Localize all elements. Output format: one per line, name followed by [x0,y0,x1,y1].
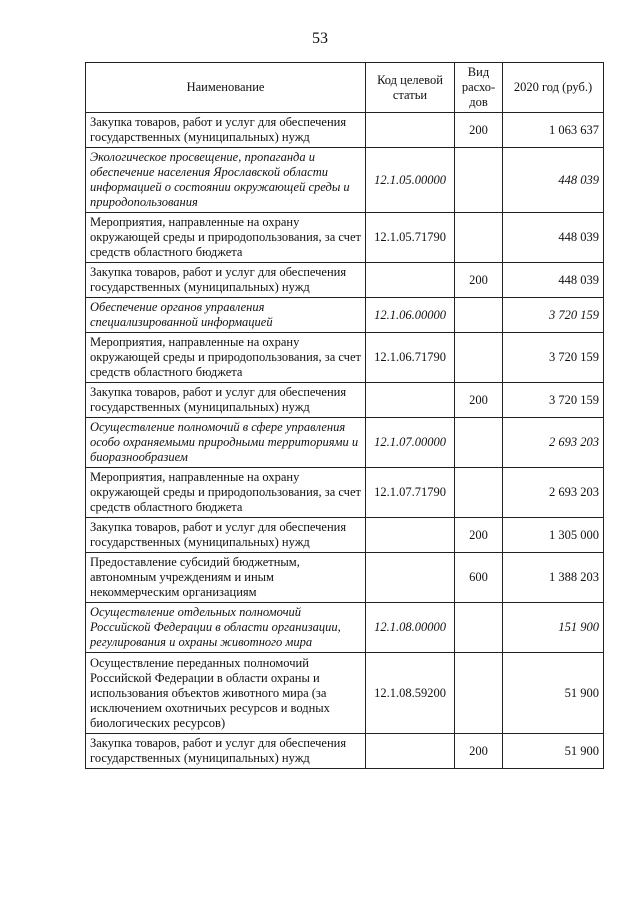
cell-code [366,518,455,553]
cell-amount: 151 900 [503,603,604,653]
cell-kind [455,298,503,333]
table-row [86,418,604,468]
cell-amount: 1 063 637 [503,113,604,148]
budget-table [85,62,604,769]
table-row [86,263,604,298]
cell-name: Закупка товаров, работ и услуг для обеспечения государственных (муниципальных) нужд [86,518,366,553]
header-kind: Вид расхо-дов [455,63,503,113]
cell-code: 12.1.05.00000 [366,148,455,213]
cell-code: 12.1.06.00000 [366,298,455,333]
table-row [86,148,604,213]
table-row [86,734,604,769]
cell-name: Осуществление переданных полномочий Российской Федерации в области охраны и использования объектов животного мира (за исключением охотничьих ресурсов и водных биологических ресурсов) [86,653,366,734]
table-header-row [86,63,604,113]
cell-code [366,734,455,769]
cell-kind [455,333,503,383]
cell-amount: 3 720 159 [503,298,604,333]
cell-code: 12.1.08.00000 [366,603,455,653]
cell-code: 12.1.07.71790 [366,468,455,518]
header-name: Наименование [86,63,366,113]
cell-code [366,263,455,298]
cell-kind [455,148,503,213]
cell-amount: 51 900 [503,653,604,734]
cell-kind [455,418,503,468]
cell-name: Мероприятия, направленные на охрану окружающей среды и природопользования, за счет средств областного бюджета [86,468,366,518]
cell-name: Закупка товаров, работ и услуг для обеспечения государственных (муниципальных) нужд [86,113,366,148]
table-row [86,298,604,333]
table-row [86,113,604,148]
cell-name: Закупка товаров, работ и услуг для обеспечения государственных (муниципальных) нужд [86,263,366,298]
cell-name: Мероприятия, направленные на охрану окружающей среды и природопользования, за счет средств областного бюджета [86,333,366,383]
cell-kind: 200 [455,518,503,553]
cell-code: 12.1.05.71790 [366,213,455,263]
table-row [86,553,604,603]
cell-name: Обеспечение органов управления специализированной информацией [86,298,366,333]
table-row [86,518,604,553]
table-row [86,603,604,653]
cell-amount: 3 720 159 [503,383,604,418]
cell-amount: 2 693 203 [503,468,604,518]
cell-code: 12.1.08.59200 [366,653,455,734]
cell-amount: 1 388 203 [503,553,604,603]
table-row [86,383,604,418]
table-row [86,468,604,518]
cell-code [366,553,455,603]
cell-kind [455,653,503,734]
table-row [86,333,604,383]
cell-kind: 200 [455,263,503,298]
cell-name: Закупка товаров, работ и услуг для обеспечения государственных (муниципальных) нужд [86,383,366,418]
page-number: 53 [312,30,328,47]
cell-kind [455,213,503,263]
table-row [86,213,604,263]
cell-kind: 200 [455,734,503,769]
cell-name: Мероприятия, направленные на охрану окружающей среды и природопользования, за счет средств областного бюджета [86,213,366,263]
cell-amount: 448 039 [503,263,604,298]
cell-amount: 1 305 000 [503,518,604,553]
header-amount: 2020 год (руб.) [503,63,604,113]
cell-amount: 51 900 [503,734,604,769]
cell-amount: 2 693 203 [503,418,604,468]
cell-name: Предоставление субсидий бюджетным, автономным учреждениям и иным некоммерческим организациям [86,553,366,603]
cell-name: Осуществление отдельных полномочий Российской Федерации в области организации, регулирования и охраны животного мира [86,603,366,653]
cell-kind: 200 [455,383,503,418]
cell-code [366,113,455,148]
cell-code [366,383,455,418]
cell-kind: 200 [455,113,503,148]
cell-kind: 600 [455,553,503,603]
cell-kind [455,603,503,653]
table-body [86,113,604,769]
cell-code: 12.1.07.00000 [366,418,455,468]
cell-code: 12.1.06.71790 [366,333,455,383]
cell-amount: 448 039 [503,213,604,263]
cell-name: Экологическое просвещение, пропаганда и обеспечение населения Ярославской области информацией о состоянии окружающей среды и природопользования [86,148,366,213]
cell-amount: 3 720 159 [503,333,604,383]
table-row [86,653,604,734]
cell-name: Закупка товаров, работ и услуг для обеспечения государственных (муниципальных) нужд [86,734,366,769]
header-code: Код целевой статьи [366,63,455,113]
cell-kind [455,468,503,518]
cell-name: Осуществление полномочий в сфере управления особо охраняемыми природными территориями и биоразнообразием [86,418,366,468]
cell-amount: 448 039 [503,148,604,213]
